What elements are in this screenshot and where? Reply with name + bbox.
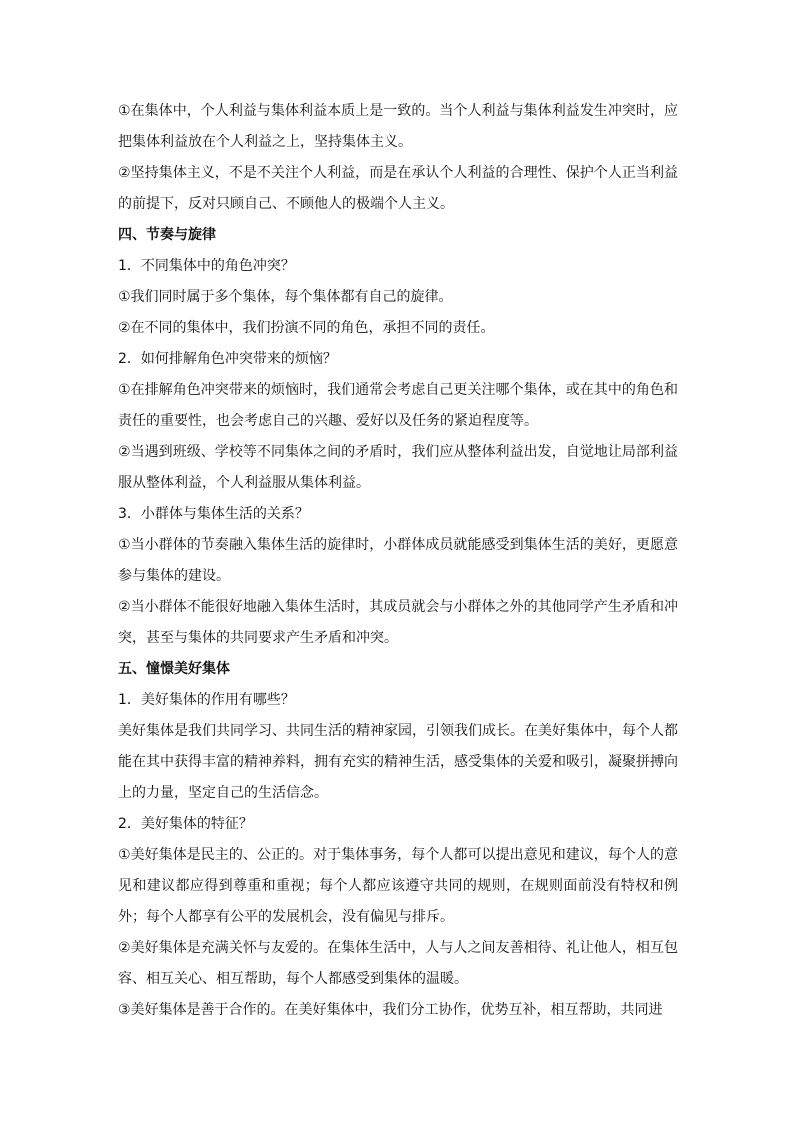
paragraph: ①我们同时属于多个集体，每个集体都有自己的旋律。 — [118, 289, 453, 305]
paragraph: ①当小群体的节奏融入集体生活的旋律时，小群体成员就能感受到集体生活的美好，更愿意参与集体的建设。 — [118, 537, 678, 584]
paragraph: ①美好集体是民主的、公正的。对于集体事务，每个人都可以提出意见和建议，每个人的意见和建议都应得到尊重和重视；每个人都应该遵守共同的规则，在规则面前没有特权和例外；每个人都享有公平的发展机会，没有偏见与排斥。 — [118, 847, 678, 925]
question-item: 1．美好集体的作用有哪些？ — [118, 692, 295, 708]
paragraph: ②当遇到班级、学校等不同集体之间的矛盾时，我们应从整体利益出发，自觉地让局部利益服从整体利益，个人利益服从集体利益。 — [118, 444, 678, 491]
paragraph: ②坚持集体主义，不是不关注个人利益，而是在承认个人利益的合理性、保护个人正当利益的前提下，反对只顾自己、不顾他人的极端个人主义。 — [118, 165, 678, 212]
paragraph: 美好集体是我们共同学习、共同生活的精神家园，引领我们成长。在美好集体中，每个人都能在其中获得丰富的精神养料，拥有充实的精神生活，感受集体的关爱和吸引，凝聚拼搏向上的力量，坚定自己的生活信念。 — [118, 723, 678, 801]
paragraph: ③美好集体是善于合作的。在美好集体中，我们分工协作，优势互补，相互帮助，共同进 — [118, 1002, 663, 1018]
question-item: 2．美好集体的特征？ — [118, 816, 253, 832]
question-item: 2．如何排解角色冲突带来的烦恼？ — [118, 351, 337, 367]
paragraph: ②当小群体不能很好地融入集体生活时，其成员就会与小群体之外的其他同学产生矛盾和冲突，甚至与集体的共同要求产生矛盾和冲突。 — [118, 599, 678, 646]
question-item: 1．不同集体中的角色冲突？ — [118, 258, 295, 274]
paragraph: ①在集体中，个人利益与集体利益本质上是一致的。当个人利益与集体利益发生冲突时，应把集体利益放在个人利益之上，坚持集体主义。 — [118, 103, 678, 150]
paragraph: ②在不同的集体中，我们扮演不同的角色，承担不同的责任。 — [118, 320, 495, 336]
paragraph: ①在排解角色冲突带来的烦恼时，我们通常会考虑自己更关注哪个集体，或在其中的角色和责任的重要性，也会考虑自己的兴趣、爱好以及任务的紧迫程度等。 — [118, 382, 678, 429]
section-heading: 五、憧憬美好集体 — [118, 661, 230, 677]
question-item: 3．小群体与集体生活的关系？ — [118, 506, 309, 522]
paragraph: ②美好集体是充满关怀与友爱的。在集体生活中，人与人之间友善相待、礼让他人，相互包容、相互关心、相互帮助，每个人都感受到集体的温暖。 — [118, 940, 678, 987]
document-page — [118, 96, 678, 1026]
section-heading: 四、节奏与旋律 — [118, 227, 216, 243]
